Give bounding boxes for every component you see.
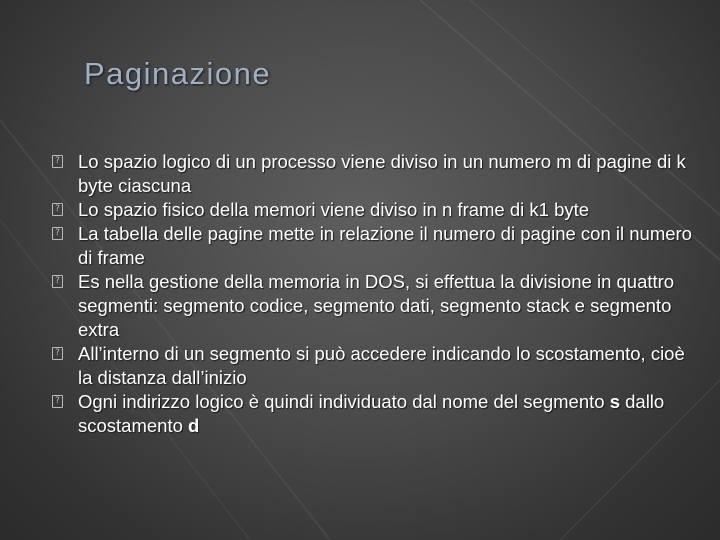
missing-glyph-icon: ?	[52, 203, 63, 216]
bullet-list	[52, 150, 692, 438]
bullet-text: All’interno di un segmento si può accedere indicando lo scostamento, cioè la distanza dall’inizio	[78, 343, 685, 388]
bullet-item	[52, 222, 692, 270]
bullet-text: Lo spazio logico di un processo viene diviso in un numero m di pagine di k byte ciascuna	[78, 151, 686, 196]
bullet-item	[52, 390, 692, 438]
bullet-text: dallo scostamento	[78, 391, 665, 436]
bullet-text: Lo spazio fisico della memori viene diviso in n frame di k1 byte	[78, 199, 590, 220]
bullet-text: La tabella delle pagine mette in relazione il numero di pagine con il numero di frame	[78, 223, 692, 268]
missing-glyph-icon: ?	[52, 275, 63, 288]
bullet-item	[52, 198, 692, 222]
bullet-text: Es nella gestione della memoria in DOS, si effettua la divisione in quattro segmenti: segmento codice, segmento dati, segmento stack e segmento extra	[78, 271, 675, 340]
bullet-text: Ogni indirizzo logico è quindi individuato dal nome del segmento	[78, 391, 610, 412]
bullet-item	[52, 270, 692, 342]
missing-glyph-icon: ?	[52, 227, 63, 240]
bullet-item	[52, 150, 692, 198]
missing-glyph-icon: ?	[52, 395, 63, 408]
missing-glyph-icon: ?	[52, 347, 63, 360]
segment-variable: s	[609, 391, 620, 412]
offset-variable: d	[188, 415, 200, 436]
slide-title: Paginazione	[84, 56, 272, 91]
missing-glyph-icon: ?	[52, 155, 63, 168]
bullet-item	[52, 342, 692, 390]
